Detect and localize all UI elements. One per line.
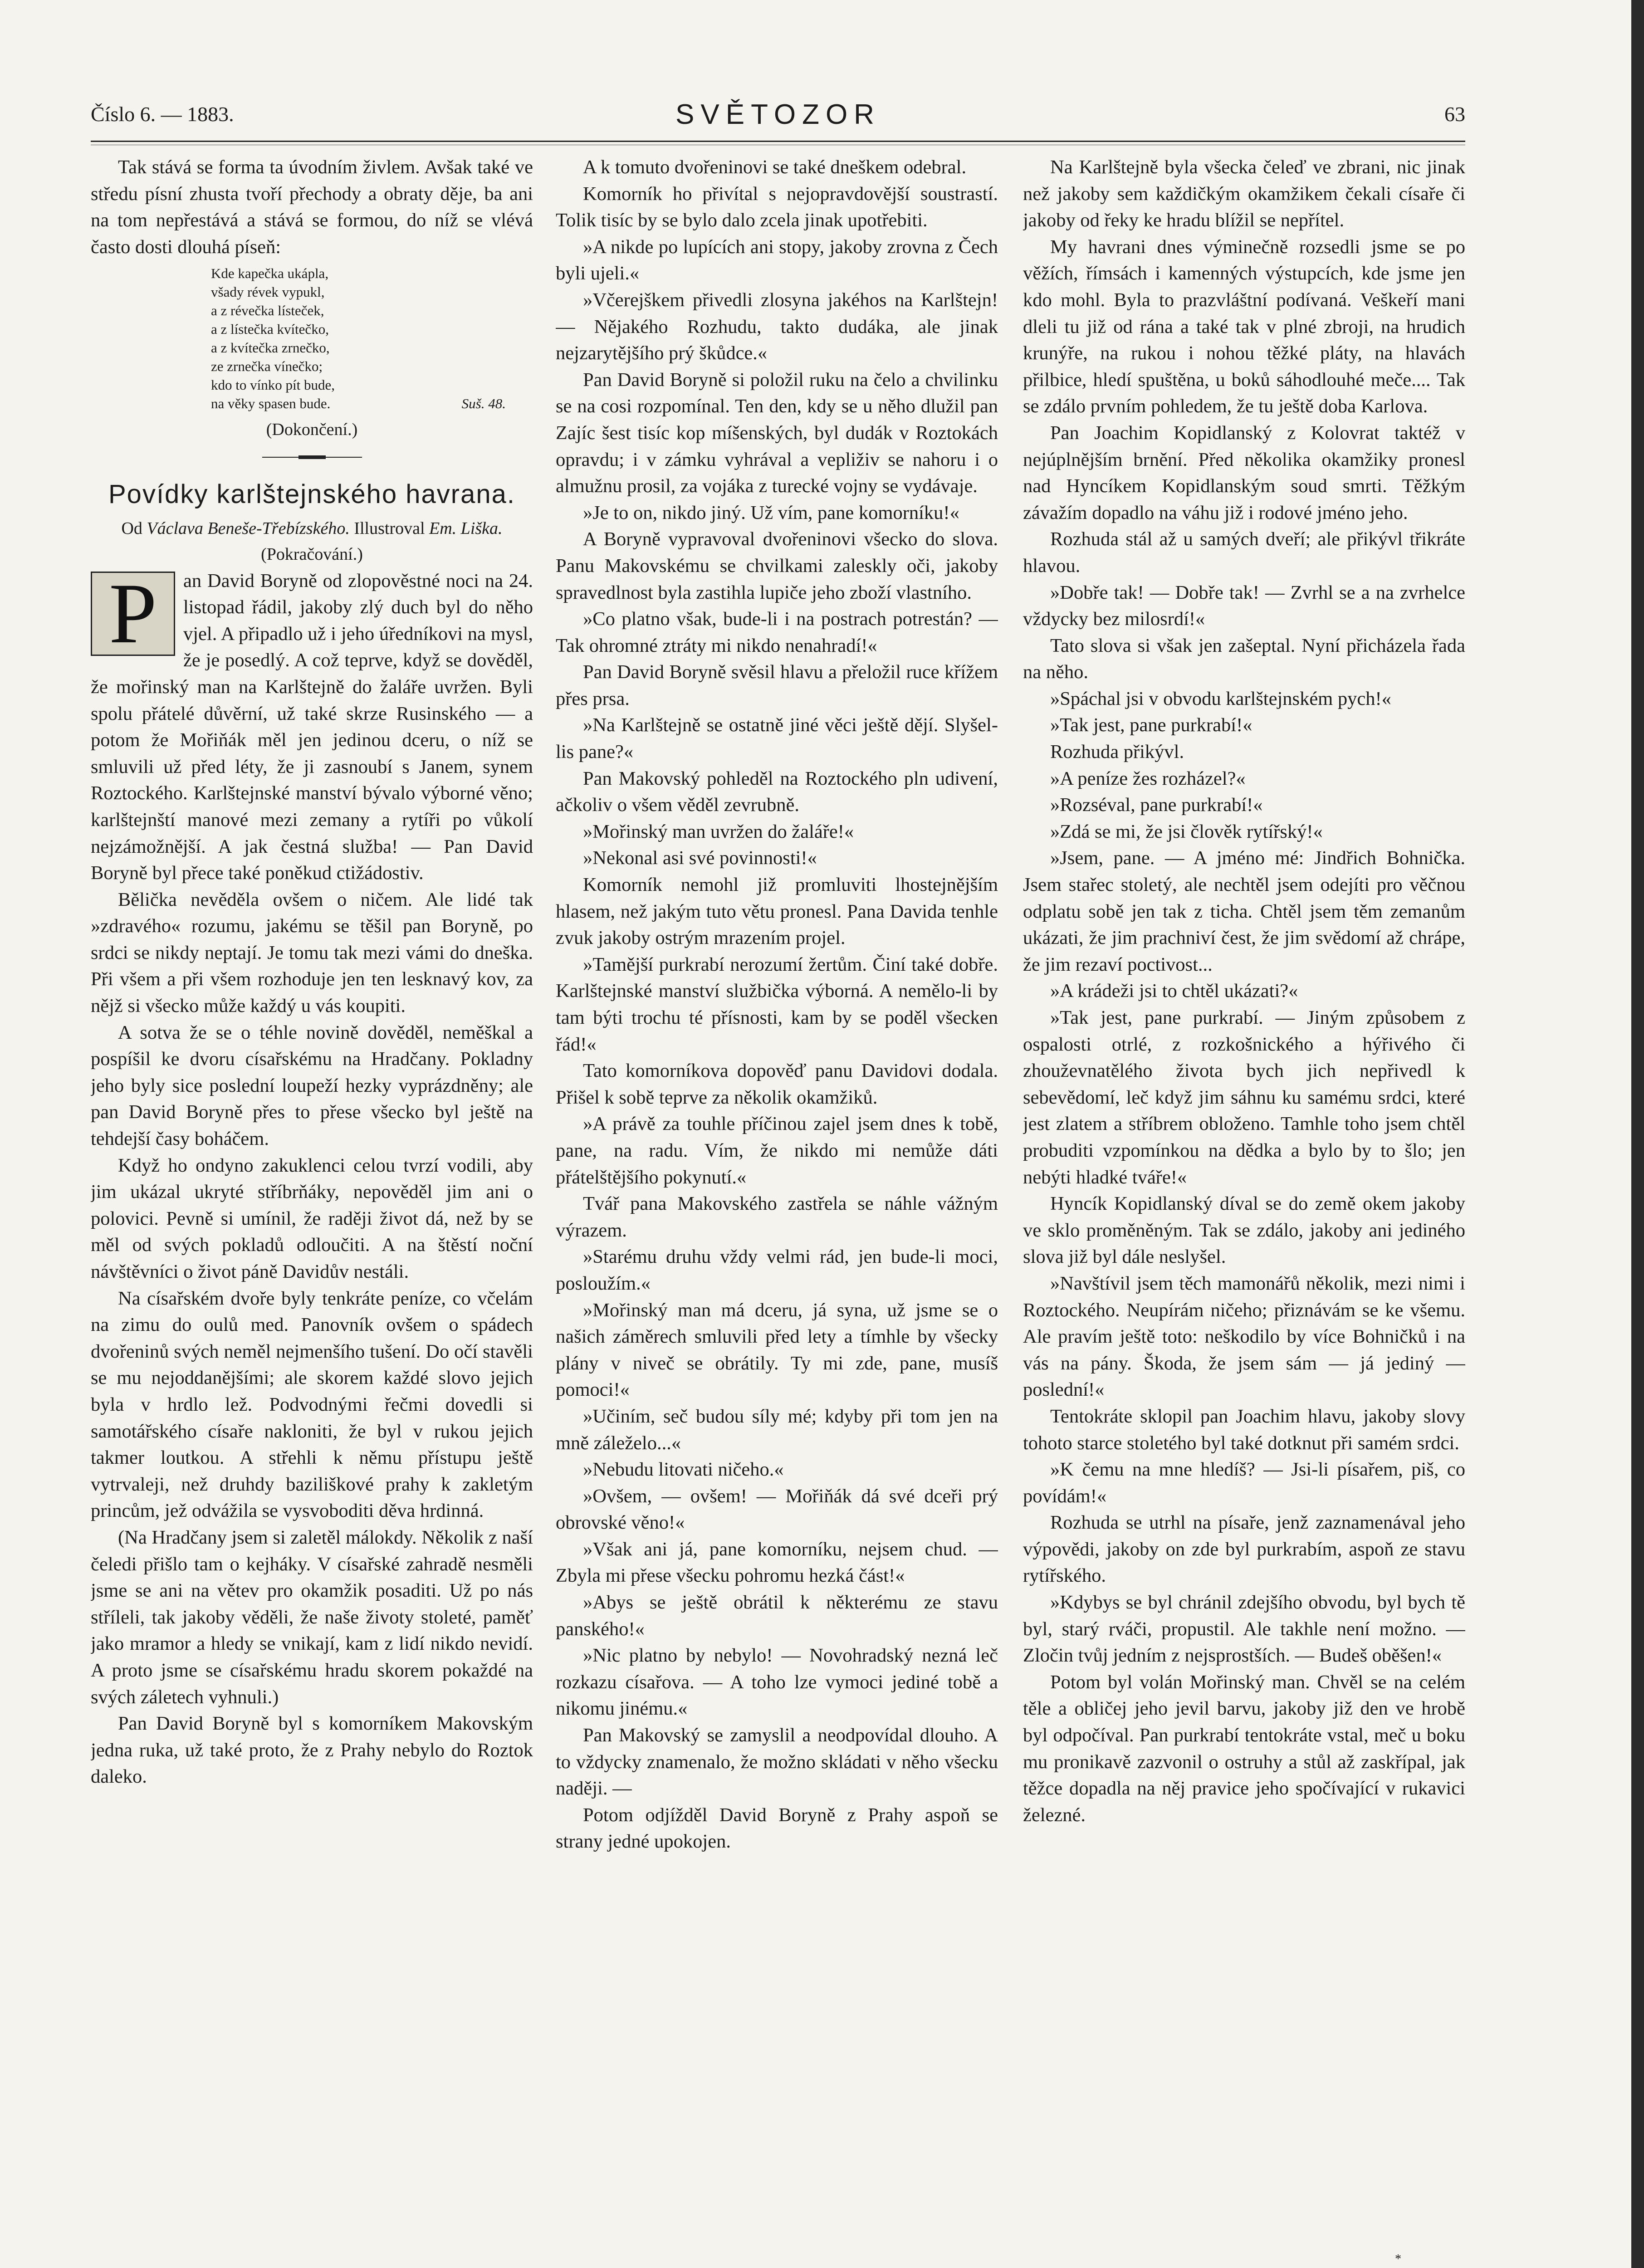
paragraph: »Abys se ještě obrátil k některému ze stavu panského!« — [556, 1592, 998, 1640]
paragraph: »Nic platno by nebylo! — Novohradský nezná leč rozkazu císařova. — A toho lze vymoci jediné tobě a nikomu jinému.« — [556, 1645, 998, 1720]
verse-line: ze zrnečka vínečko; — [211, 358, 323, 375]
paragraph: A Boryně vypravoval dvořeninovi všecko do slova. Panu Makovskému se chvilkami zaleskly oči, jakoby spravedlnost byla zastihla lupiče jeho zboží vlastního. — [556, 528, 998, 603]
running-header — [91, 99, 1465, 134]
verse-line: kdo to vínko pít bude, — [211, 377, 335, 393]
paragraph: »Tak jest, pane purkrabí!« — [1050, 714, 1253, 736]
paragraph: »A peníze žes rozházel?« — [1050, 767, 1246, 789]
author-name: Václava Beneše-Třebízského. — [147, 518, 350, 538]
paragraph: Hyncík Kopidlanský díval se do země okem jakoby ve sklo proměněným. Tak se zdálo, jakoby ani jediného slova již byl dále neslyšel. — [1023, 1193, 1465, 1268]
paragraph: Tato komorníkova dopověď panu Davidovi dodala. Přišel k sobě teprve za několik okamžiků. — [556, 1060, 998, 1108]
paragraph: »Však ani já, pane komorníku, nejsem chud. — Zbyla mi přese všecku pohromu hezká část!« — [556, 1538, 998, 1587]
byline — [91, 516, 533, 541]
column-3 — [1023, 154, 1465, 2214]
header-rule — [91, 141, 1465, 145]
paragraph: Když ho ondyno zakuklenci celou tvrzí vodili, aby jim ukázal ukryté stříbrňáky, nepověděl jim ani o polovici. Pevně si umínil, že raději život dá, než by se měl od svých pokladů odloučiti. A na štěstí noční návštěvníci o život páně Davidův nestáli. — [91, 1154, 533, 1282]
paragraph: »Spáchal jsi v obvodu karlštejnském pych!« — [1050, 688, 1391, 709]
verse-line: a z lístečka kvítečko, — [211, 321, 329, 337]
paragraph: »Dobře tak! — Dobře tak! — Zvrhl se a na zvrhelce vždycky bez milosrdí!« — [1023, 582, 1465, 630]
paragraph: (Na Hradčany jsem si zaletěl málokdy. Několik z naší čeledi přišlo tam o kejháky. V císařské zahradě nesměli jsme se ani na větev pro okamžik posaditi. Už po nás stříleli, tak jakoby věděli, že naše životy stoleté, paměť jako mramor a hledy se vnikají, kam z lidí nikdo nevidí. A proto jsme se císařskému hradu skorem pokaždé na svých záletech vyhnuli.) — [91, 1526, 533, 1708]
illustrator-label: Illustroval — [354, 518, 425, 538]
verse-line: a z kvítečka zrnečko, — [211, 340, 330, 356]
paragraph: A k tomuto dvořeninovi se také dneškem odebral. — [583, 156, 967, 178]
paragraph: Potom byl volán Mořinský man. Chvěl se na celém těle a obličej jeho jevil barvu, jakoby již den ve hrobě byl odpočíval. Pan purkrabí tentokráte vstal, meč u boku mu pronikavě zazvonil o ostruhy a stůl až zaskřípal, jak těžce dopadla na něj pravice jeho spočívající v rukavici železné. — [1023, 1671, 1465, 1826]
magazine-title: SVĚTOZOR — [675, 99, 881, 130]
continued-note: (Pokračování.) — [261, 544, 363, 564]
paragraph: Tvář pana Makovského zastřela se náhle vážným výrazem. — [556, 1193, 998, 1241]
paragraph: Pan Makovský se zamyslil a neodpovídal dlouho. A to vždycky znamenalo, že možno skládati v něho všecku naději. — — [556, 1725, 998, 1799]
issue-number: Číslo 6. — 1883. — [91, 103, 234, 126]
paragraph: My havrani dnes výminečně rozsedli jsme se po věžích, římsách i kamenných výstupcích, kde jsme jen kdo mohl. Byla to prazvláštní podívaná. Veškeří mani dleli tu již od rána a také tak v plné zbroji, na hrudich krunýře, na rukou i nohou těžké pláty, na hlavách přilbice, hledí spuštěna, u boků sáhodlouhé meče.... Tak se zdálo prvním pohledem, že tu ještě doba Karlova. — [1023, 236, 1465, 417]
paragraph: A sotva že se o téhle novině dověděl, neměškal a pospíšil ke dvoru císařskému na Hradčany. Pokladny jeho byly sice poslední loupeží hezky vyprázdněny; ale pan David Boryně přes to přese všecko byl ještě na tehdejší časy boháčem. — [91, 1022, 533, 1150]
section-divider — [262, 457, 362, 461]
paragraph: »K čemu na mne hledíš? — Jsi-li písařem, piš, co povídám!« — [1023, 1459, 1465, 1507]
byline-prefix: Od — [121, 518, 142, 538]
paragraph: »Učiním, seč budou síly mé; kdyby při tom jen na mně záleželo...« — [556, 1405, 998, 1454]
paragraph: Rozhuda se utrhl na písaře, jenž zaznamenával jeho výpovědi, jakoby on zde byl purkrabím, aspoň ze stavu rytířského. — [1023, 1512, 1465, 1587]
illustrator-name: Em. Liška. — [429, 518, 503, 538]
paragraph: Tato slova si však jen zašeptal. Nyní přicházela řada na něho. — [1023, 635, 1465, 683]
paragraph: Pan David Boryně si položil ruku na čelo a chvilinku se na cosi rozpomínal. Ten den, kdy se u něho dlužil pan Zajíc šest tisíc kop míšenských, byl dudák v Roztokách opravdu; i v zámku vyhrával a vepliživ se nahoru i o almužnu prosil, za vojáka z turecké vojny se vydávaje. — [556, 369, 998, 497]
paragraph: »Navštívil jsem těch mamonářů několik, mezi nimi i Roztockého. Neupírám ničeho; přiznávám se ke všemu. Ale pravím ještě toto: neškodilo by více Bohničků i na vás na pány. Škoda, že jsem sám — já jediný — poslední!« — [1023, 1272, 1465, 1401]
verse-line: všady révek vypukl, — [211, 284, 325, 300]
paragraph: »Jsem, pane. — A jméno mé: Jindřich Bohnička. Jsem stařec stoletý, ale nechtěl jsem odejíti pro věčnou odplatu sobě jen tak z ticha. Chtěl jsem těm zemanům ukázati, že jim prachniví čest, že jim svědomí až chrápe, že jim rezaví poctivost... — [1023, 847, 1465, 975]
paragraph: »Tak jest, pane purkrabí. — Jiným způsobem z ospalosti otrlé, z rozkošnického a hýřivého či zhouževnatělého života bych jich nepřivedl k sebevědomí, leč když jim sáhnu ku samému srdci, které jest zlatem a stříbrem obloženo. Tamhle toho jsem chtěl probuditi vzpomínkou na dědka a bylo by to šlo; jen nebýti hladké tváře!« — [1023, 1007, 1465, 1188]
paragraph: »A právě za touhle příčinou zajel jsem dnes k tobě, pane, na radu. Vím, že nikdo mi nemůže dáti přátelštějšího pokynutí.« — [556, 1113, 998, 1188]
end-note: (Dokončení.) — [266, 420, 358, 440]
paragraph: Potom odjížděl David Boryně z Prahy aspoň se strany jedné upokojen. — [556, 1804, 998, 1853]
paragraph: Pan David Boryně byl s komorníkem Makovským jedna ruka, už také proto, že z Prahy nebylo do Roztok daleko. — [91, 1713, 533, 1788]
paragraph: »Starému druhu vždy velmi rád, jen bude-li moci, posloužím.« — [556, 1246, 998, 1294]
verse-line: Kde kapečka ukápla, — [211, 265, 329, 282]
paragraph: »Je to on, nikdo jiný. Už vím, pane komorníku!« — [583, 502, 959, 523]
paragraph: »Tamější purkrabí nerozumí žertům. Činí také dobře. Karlštejnské manství službička výborná. A nemělo-li by tam býti trochu té přísnosti, kam by se poděl všecken řád!« — [556, 953, 998, 1055]
folk-song-verse — [211, 264, 533, 413]
paragraph: »Nebudu litovati ničeho.« — [583, 1459, 784, 1481]
column-1 — [91, 154, 533, 2214]
paragraph: Komorník nemohl již promluviti lhostejnějším hlasem, než jakým tuto větu pronesl. Pana Davida tenhle zvuk jakoby ostrým mrazením projel. — [556, 874, 998, 949]
paragraph: »Na Karlštejně se ostatně jiné věci ještě dějí. Slyšel-lis pane?« — [556, 714, 998, 763]
paragraph: »Nekonal asi své povinnosti!« — [583, 847, 817, 869]
paragraph: »A krádeži jsi to chtěl ukázati?« — [1050, 980, 1298, 1002]
paragraph: »A nikde po lupících ani stopy, jakoby zrovna z Čech byli ujeli.« — [556, 236, 998, 284]
paragraph: »Včerejškem přivedli zlosyna jakéhos na Karlštejn! — Nějakého Rozhudu, takto dudáka, ale jinak nejzarytějšího prý škůdce.« — [556, 289, 998, 364]
drop-cap: P — [91, 572, 175, 656]
paragraph: Na císařském dvoře byly tenkráte peníze, co včelám na zimu do oulů med. Panovník ovšem o spádech dvořeninů svých neměl nejmenšího tušení. Do očí stavěli se mu nejoddanějšími; ale skorem každé slovo jejich byla v hrdlo lež. Podvodnými řečmi dovedli si samotářského císaře nakloniti, že byl v rukou jejich takmer loutkou. A střehli k němu přístupu ještě vytrvaleji, než druhdy baziliškové prahy k zakletým princům, jež odvážila se vysvoboditi děva hrdinná. — [91, 1287, 533, 1522]
footer-asterisk: * — [1395, 2252, 1401, 2266]
paragraph: Komorník ho přivítal s nejopravdovější soustrastí. Tolik tisíc by se bylo dalo zcela jinak upotřebiti. — [556, 183, 998, 231]
paragraph: »Rozséval, pane purkrabí!« — [1050, 794, 1263, 816]
verse-line: a z révečka lísteček, — [211, 303, 324, 319]
column-2 — [556, 154, 998, 2214]
page-number: 63 — [1444, 103, 1465, 126]
paragraph: Pan Makovský pohleděl na Roztockého pln udivení, ačkoliv o všem věděl zevrubně. — [556, 767, 998, 816]
paragraph: »Mořinský man má dceru, já syna, už jsme se o našich záměrech smluvili před lety a tímhle by všecky plány v niveč se obrátily. Ty mi zde, pane, musíš pomoci!« — [556, 1299, 998, 1401]
paragraph: Bělička nevěděla ovšem o ničem. Ale lidé tak »zdravého« rozumu, jakému se těšil pan Boryně, po srdci se nikdy neptají. Je tomu tak mezi vámi do dneška. Při všem a při všem rozhoduje jen ten lesknavý kov, za nějž si všecko může každý u vás koupiti. — [91, 889, 533, 1017]
paragraph: Tak stává se forma ta úvodním živlem. Avšak také ve středu písní zhusta tvoří přechody a obraty děje, ba ani na tom nepřestává a stává se formou, do níž se vlévá často dosti dlouhá píseň: — [91, 156, 533, 258]
paragraph: »Co platno však, bude-li i na postrach potrestán? — Tak ohromné ztráty mi nikdo nenahradí!« — [556, 608, 998, 656]
paragraph: Pan David Boryně svěsil hlavu a přeložil ruce křížem přes prsa. — [556, 661, 998, 709]
story-title: Povídky karlštejnského havrana. — [108, 479, 515, 509]
paragraph: »Kdybys se byl chránil zdejšího obvodu, byl bych tě byl, starý rváči, propustil. Ale takhle není možno. — Zločin tvůj jedním z nejsprostších. — Budeš oběšen!« — [1023, 1592, 1465, 1667]
opening-text: an David Boryně od zlopověstné noci na 24. listopad řádil, jakoby zlý duch byl do něho vjel. A připadlo už i jeho úředníkovi na mysl, že je posedlý. A což teprve, když se dověděl, že mořinský man na Karlštejně do žaláře uvržen. Byli spolu přátelé důvěrní, už také skrze Rusinského — a potom že Mořiňák měl jen jedinou dceru, o níž se smluvili už před léty, že ji zasnoubí s Janem, synem Roztockého. Karlštejnské manství bývalo výborné věno; karlštejnští manové mezi zemany a rytíři po vůkolí nejzámožnější. A jak čestná služba! — Pan David Boryně byl přece také poněkud ctižádostiv. — [91, 570, 533, 884]
paragraph: »Ovšem, — ovšem! — Mořiňák dá své dceři prý obrovské věno!« — [556, 1485, 998, 1534]
paragraph: »Mořinský man uvržen do žaláře!« — [583, 821, 854, 842]
paragraph: Rozhuda stál až u samých dveří; ale přikývl třikráte hlavou. — [1023, 528, 1465, 577]
opening-paragraph — [91, 568, 533, 887]
verse-line: na věky spasen bude. — [211, 396, 331, 412]
paragraph: »Zdá se mi, že jsi člověk rytířský!« — [1050, 821, 1323, 842]
paragraph: Na Karlštejně byla všecka čeleď ve zbrani, nic jinak než jakoby sem každičkým okamžikem čekali císaře či jakoby od řeky ke hradu blížil se nepřítel. — [1023, 156, 1465, 231]
paragraph: Tentokráte sklopil pan Joachim hlavu, jakoby slovy tohoto starce stoletého byl také dotknut při samém srdci. — [1023, 1405, 1465, 1454]
page-edge — [1631, 0, 1644, 2268]
paragraph: Pan Joachim Kopidlanský z Kolovrat taktéž v nejúplnějším brnění. Před několika okamžiky pronesl nad Hyncíkem Kopidlanským soud smrti. Těžkým závažím dopadlo na váhu již i rodové jméno jeho. — [1023, 422, 1465, 523]
verse-reference: Suš. 48. — [461, 396, 506, 412]
paragraph: Rozhuda přikývl. — [1050, 741, 1184, 763]
